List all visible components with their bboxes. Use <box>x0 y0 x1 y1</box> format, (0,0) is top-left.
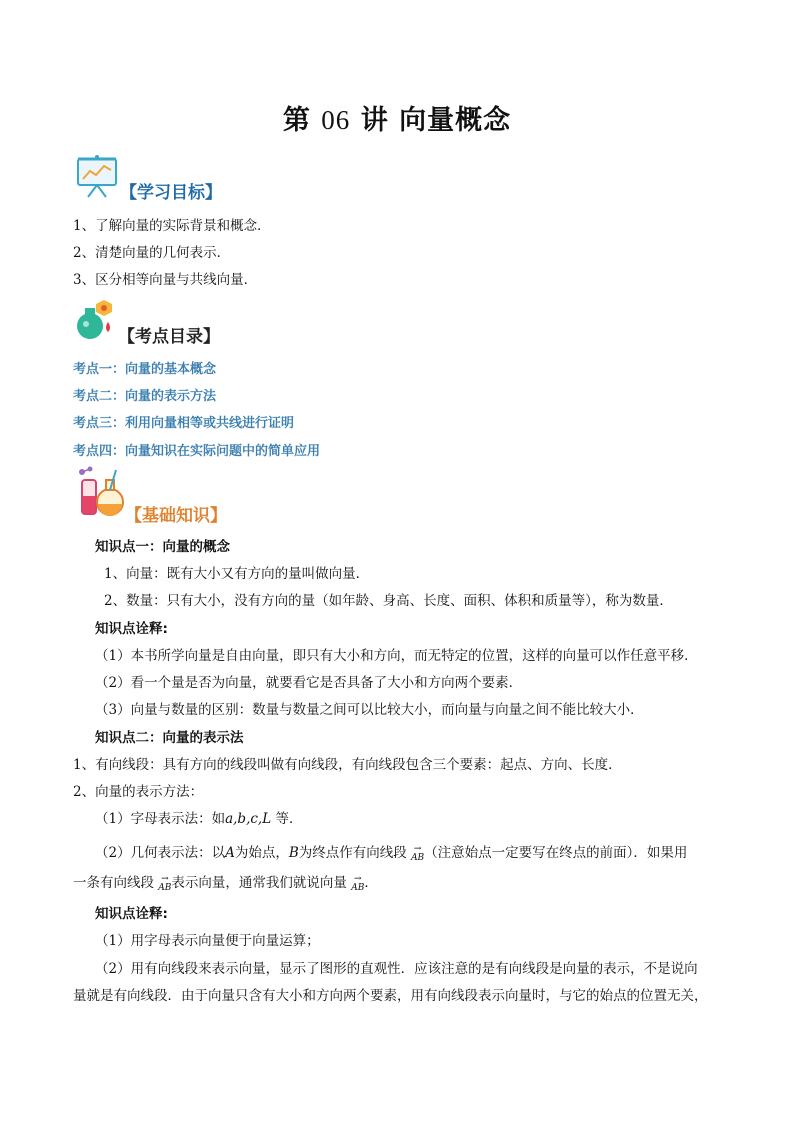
kaodian-item: 考点四：向量知识在实际问题中的简单应用 <box>73 444 321 459</box>
note-title: 知识点诠释: <box>95 906 168 922</box>
lab-beaker-icon <box>74 466 126 518</box>
body-text: （2）看一个量是否为向量，就要看它是否具备了大小和方向两个要素． <box>95 675 523 691</box>
knowledge-point-title: 知识点一：向量的概念 <box>95 539 230 555</box>
body-text: （1）本书所学向量是自由向量，即只有大小和方向，而无特定的位置，这样的向量可以作任意平移． <box>95 648 698 664</box>
page-title <box>0 98 794 137</box>
title-prefix: 第 <box>282 105 311 136</box>
body-text: 1、向量：既有大小又有方向的量叫做向量． <box>104 566 370 582</box>
body-text-geometric-cont: 一条有向线段 → AB表示向量，通常我们就说向量 → AB． <box>73 873 378 893</box>
body-text: 2、向量的表示方法： <box>73 784 204 800</box>
kaodian-item: 考点三：利用向量相等或共线进行证明 <box>73 416 295 431</box>
chemistry-flask-icon <box>72 298 120 342</box>
section-heading-goals: 【学习目标】 <box>120 183 222 203</box>
note-title: 知识点诠释: <box>95 621 168 637</box>
title-number: 06 <box>321 105 351 135</box>
section-heading-kaodian: 【考点目录】 <box>118 327 220 347</box>
section-heading-basics: 【基础知识】 <box>125 506 227 526</box>
goal-item: 1、了解向量的实际背景和概念． <box>73 218 271 234</box>
goal-item: 3、区分相等向量与共线向量． <box>73 272 258 288</box>
body-text-geometric: （2）几何表示法：以A为始点，B为终点作有向线段 → AB（注意始点一定要写在终点的前面）．如果用 <box>95 843 688 863</box>
kaodian-item: 考点一：向量的基本概念 <box>73 362 217 377</box>
body-text: （2）用有向线段来表示向量，显示了图形的直观性．应该注意的是有向线段是向量的表示，不是说向 <box>95 961 698 977</box>
body-text: 量就是有向线段．由于向量只含有大小和方向两个要素，用有向线段表示向量时，与它的始点的位置无关， <box>73 988 708 1004</box>
vector-ab-symbol: → AB <box>411 843 425 863</box>
knowledge-point-title: 知识点二：向量的表示法 <box>95 730 244 746</box>
vector-letters: a,b,c,L <box>225 811 272 827</box>
goal-item: 2、清楚向量的几何表示． <box>73 245 231 261</box>
vector-ab-symbol: → AB <box>351 873 365 893</box>
kaodian-item: 考点二：向量的表示方法 <box>73 389 217 404</box>
vector-ab-symbol: → AB <box>158 873 172 893</box>
presentation-board-icon <box>74 155 122 199</box>
body-text-letter-notation: （1）字母表示法：如a,b,c,L 等． <box>95 811 303 827</box>
body-text: （1）用字母表示向量便于向量运算； <box>95 933 320 949</box>
body-text: 2、数量：只有大小，没有方向的量（如年龄、身高、长度、面积、体积和质量等），称为数量． <box>104 593 673 609</box>
body-text: 1、有向线段：具有方向的线段叫做有向线段，有向线段包含三个要素：起点、方向、长度． <box>73 757 622 773</box>
body-text: （3）向量与数量的区别：数量与数量之间可以比较大小，而向量与向量之间不能比较大小． <box>95 702 644 718</box>
title-text: 讲 向量概念 <box>360 105 512 136</box>
